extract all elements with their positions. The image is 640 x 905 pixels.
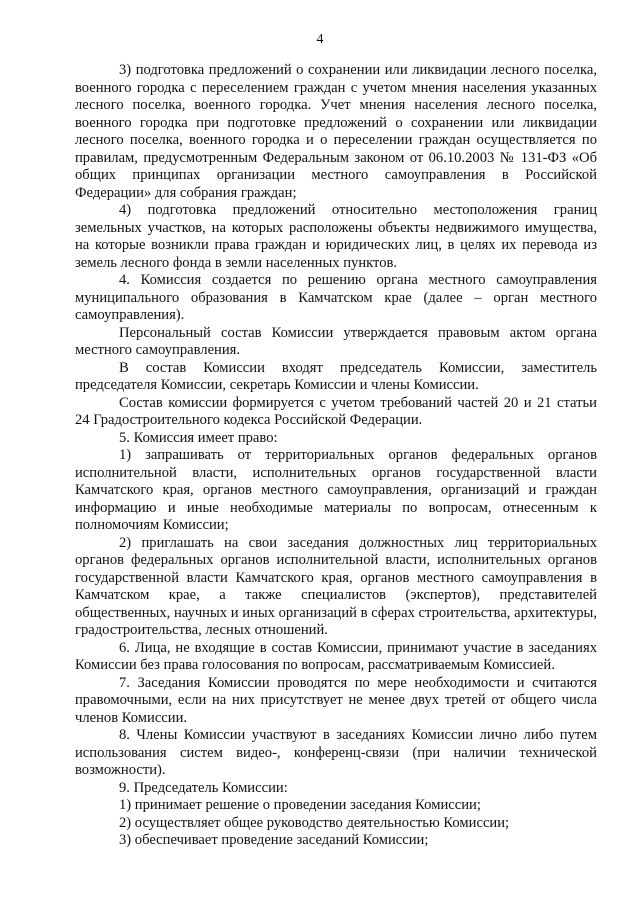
- paragraph-9-item-3: 3) обеспечивает проведение заседаний Комиссии;: [119, 832, 429, 848]
- paragraph-9-heading: 9. Председатель Комиссии:: [119, 779, 288, 796]
- paragraph-composition-members: В состав Комиссии входят председатель Комиссии, заместитель председателя Комиссии, секретарь Комиссии и члены Комиссии.: [75, 359, 597, 393]
- paragraph-4: 4. Комиссия создается по решению органа местного самоуправления муниципального образования в Камчатском крае (далее – орган местного самоуправления).: [75, 272, 597, 323]
- paragraph-5-heading: 5. Комиссия имеет право:: [119, 429, 278, 446]
- paragraph-personal-composition: Персональный состав Комиссии утверждается правовым актом органа местного самоуправления.: [75, 324, 597, 358]
- paragraph-3-item-4: 4) подготовка предложений относительно местоположения границ земельных участков, на которых расположены объекты недвижимого имущества, на которые возникли права граждан и юридических лиц, в целях их перевода из земель лесного фонда в земли населенных пунктов.: [75, 202, 597, 271]
- paragraph-8: 8. Члены Комиссии участвуют в заседаниях Комиссии лично либо путем использования систем видео-, конференц-связи (при наличии технической возможности).: [75, 727, 597, 778]
- paragraph-6: 6. Лица, не входящие в состав Комиссии, принимают участие в заседаниях Комиссии без права голосования по вопросам, рассматриваемым Комиссией.: [75, 639, 597, 673]
- paragraph-5-item-2: 2) приглашать на свои заседания должностных лиц территориальных органов федеральных органов исполнительной власти, исполнительных органов государственной власти Камчатского края, органов местного самоуправления в Камчатском крае, а также специалистов (экспертов), представителей общественных, научных и иных организаций в сферах строительства, архитектуры, градостроительства, лесных отношений.: [75, 534, 597, 638]
- paragraph-5-item-1: 1) запрашивать от территориальных органов федеральных органов исполнительной власти, исполнительных органов государственной власти Камчатского края, органов местного самоуправления, организаций и граждан информацию и иные необходимые материалы по вопросам, отнесенным к полномочиям Комиссии;: [75, 447, 597, 533]
- paragraph-3-item-3: 3) подготовка предложений о сохранении или ликвидации лесного поселка, военного городка с переселением граждан с учетом мнения населения указанных лесного поселка, военного городка. Учет мнения населения лесного поселка, военного городка при подготовке предложений о сохранении или ликвидации лесного поселка, военного городка и о переселении граждан осуществляется по правилам, предусмотренным Федеральным законом от 06.10.2003 № 131-ФЗ «Об общих принципах организации местного самоуправления в Российской Федерации» для собрания граждан;: [75, 62, 597, 201]
- document-body: [75, 62, 597, 850]
- paragraph-9-item-2: 2) осуществляет общее руководство деятельностью Комиссии;: [119, 814, 510, 831]
- paragraph-9-item-1: 1) принимает решение о проведении заседания Комиссии;: [119, 797, 481, 813]
- page-number: 4: [316, 32, 324, 47]
- paragraph-composition-requirements: Состав комиссии формируется с учетом требований частей 20 и 21 статьи 24 Градостроительного кодекса Российской Федерации.: [75, 394, 597, 428]
- paragraph-7: 7. Заседания Комиссии проводятся по мере необходимости и считаются правомочными, если на них присутствует не менее двух третей от общего числа членов Комиссии.: [75, 674, 597, 726]
